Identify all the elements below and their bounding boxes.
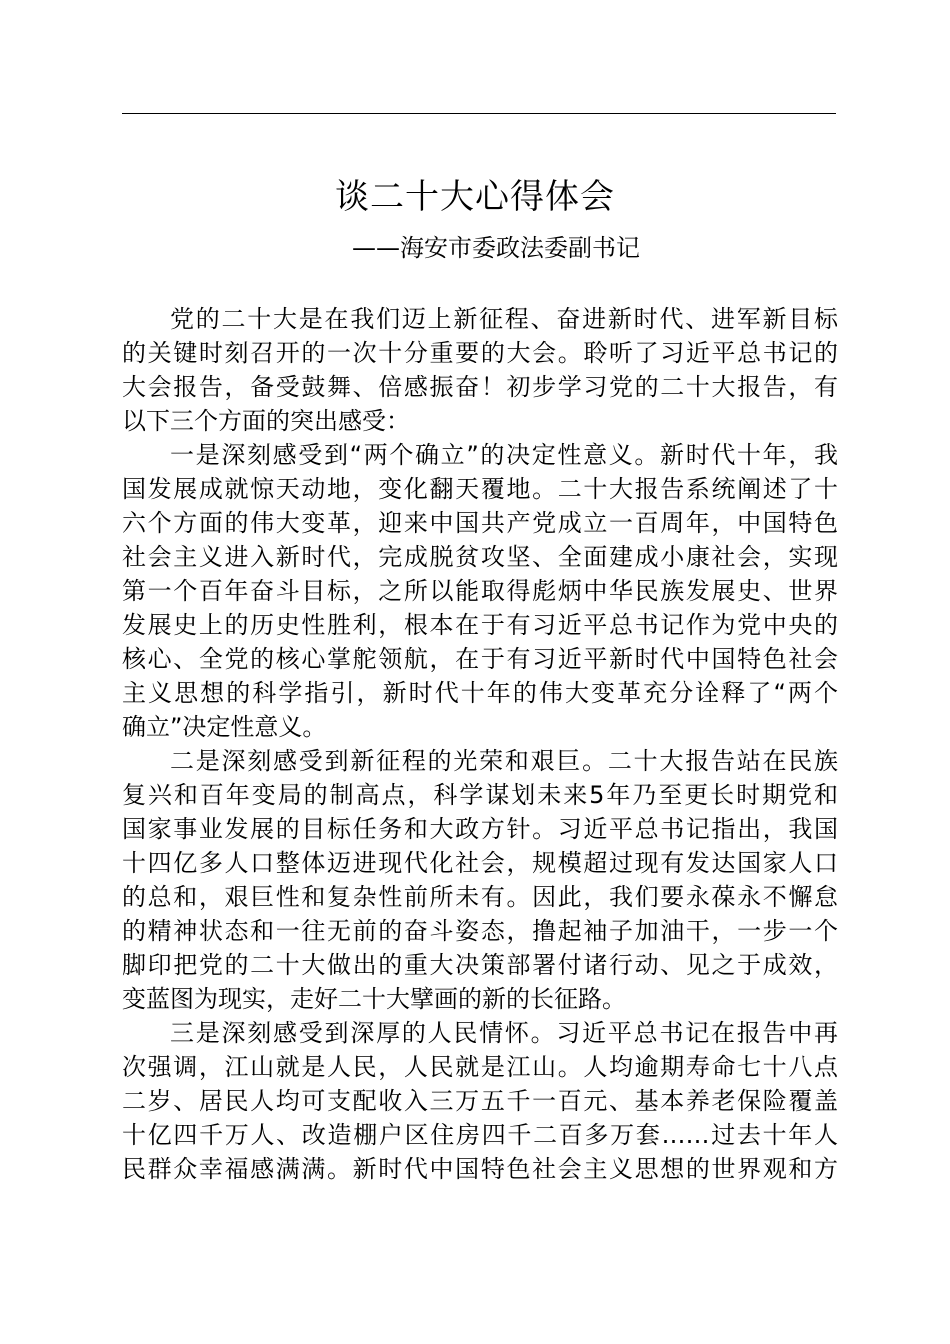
text-line: 第一个百年奋斗目标，之所以能取得彪炳中华民族发展史、世界 — [122, 577, 838, 605]
paragraph — [122, 744, 838, 1016]
text-line: 大会报告，备受鼓舞、倍感振奋！初步学习党的二十大报告，有 — [122, 373, 838, 401]
text-line: 核心、全党的核心掌舵领航，在于有习近平新时代中国特色社会 — [122, 645, 838, 673]
paragraph — [122, 302, 838, 438]
text-line: 发展史上的历史性胜利，根本在于有习近平总书记作为党中央的 — [122, 611, 838, 639]
header-rule — [122, 113, 836, 114]
text-line: 六个方面的伟大变革，迎来中国共产党成立一百周年，中国特色 — [122, 509, 838, 537]
text-line: 变蓝图为现实，走好二十大擘画的新的长征路。 — [122, 985, 626, 1013]
paragraph — [122, 438, 838, 744]
text-line: 十四亿多人口整体迈进现代化社会，规模超过现有发达国家人口 — [122, 849, 838, 877]
text-line: 十亿四千万人、改造棚户区住房四千二百多万套……过去十年人 — [122, 1121, 838, 1149]
document-body — [122, 302, 838, 1186]
document-subtitle: ——海安市委政法委副书记 — [352, 234, 640, 262]
text-line: 党的二十大是在我们迈上新征程、奋进新时代、进军新目标 — [170, 305, 838, 333]
text-line: 的精神状态和一往无前的奋斗姿态，撸起袖子加油干，一步一个 — [122, 917, 838, 945]
text-line: 民群众幸福感满满。新时代中国特色社会主义思想的世界观和方 — [122, 1155, 838, 1183]
text-line: 三是深刻感受到深厚的人民情怀。习近平总书记在报告中再 — [170, 1019, 838, 1047]
text-line: 二是深刻感受到新征程的光荣和艰巨。二十大报告站在民族 — [170, 747, 838, 775]
text-line: 一是深刻感受到“两个确立”的决定性意义。新时代十年，我 — [170, 441, 838, 469]
text-line: 脚印把党的二十大做出的重大决策部署付诸行动、见之于成效， — [122, 951, 838, 979]
text-line: 国家事业发展的目标任务和大政方针。习近平总书记指出，我国 — [122, 815, 838, 843]
text-line: 次强调，江山就是人民，人民就是江山。人均逾期寿命七十八点 — [122, 1053, 838, 1081]
text-line: 的总和，艰巨性和复杂性前所未有。因此，我们要永葆永不懈怠 — [122, 883, 838, 911]
text-line: 国发展成就惊天动地，变化翻天覆地。二十大报告系统阐述了十 — [122, 475, 838, 503]
text-line: 主义思想的科学指引，新时代十年的伟大变革充分诠释了“两个 — [122, 679, 838, 707]
text-line: 以下三个方面的突出感受： — [122, 407, 410, 435]
text-line: 的关键时刻召开的一次十分重要的大会。聆听了习近平总书记的 — [122, 339, 838, 367]
paragraph — [122, 1016, 838, 1186]
text-line: 确立”决定性意义。 — [122, 713, 327, 741]
text-line: 社会主义进入新时代，完成脱贫攻坚、全面建成小康社会，实现 — [122, 543, 838, 571]
text-line: 复兴和百年变局的制高点，科学谋划未来5年乃至更长时期党和 — [122, 781, 838, 809]
document-title: 谈二十大心得体会 — [335, 177, 615, 217]
text-line: 二岁、居民人均可支配收入三万五千一百元、基本养老保险覆盖 — [122, 1087, 838, 1115]
